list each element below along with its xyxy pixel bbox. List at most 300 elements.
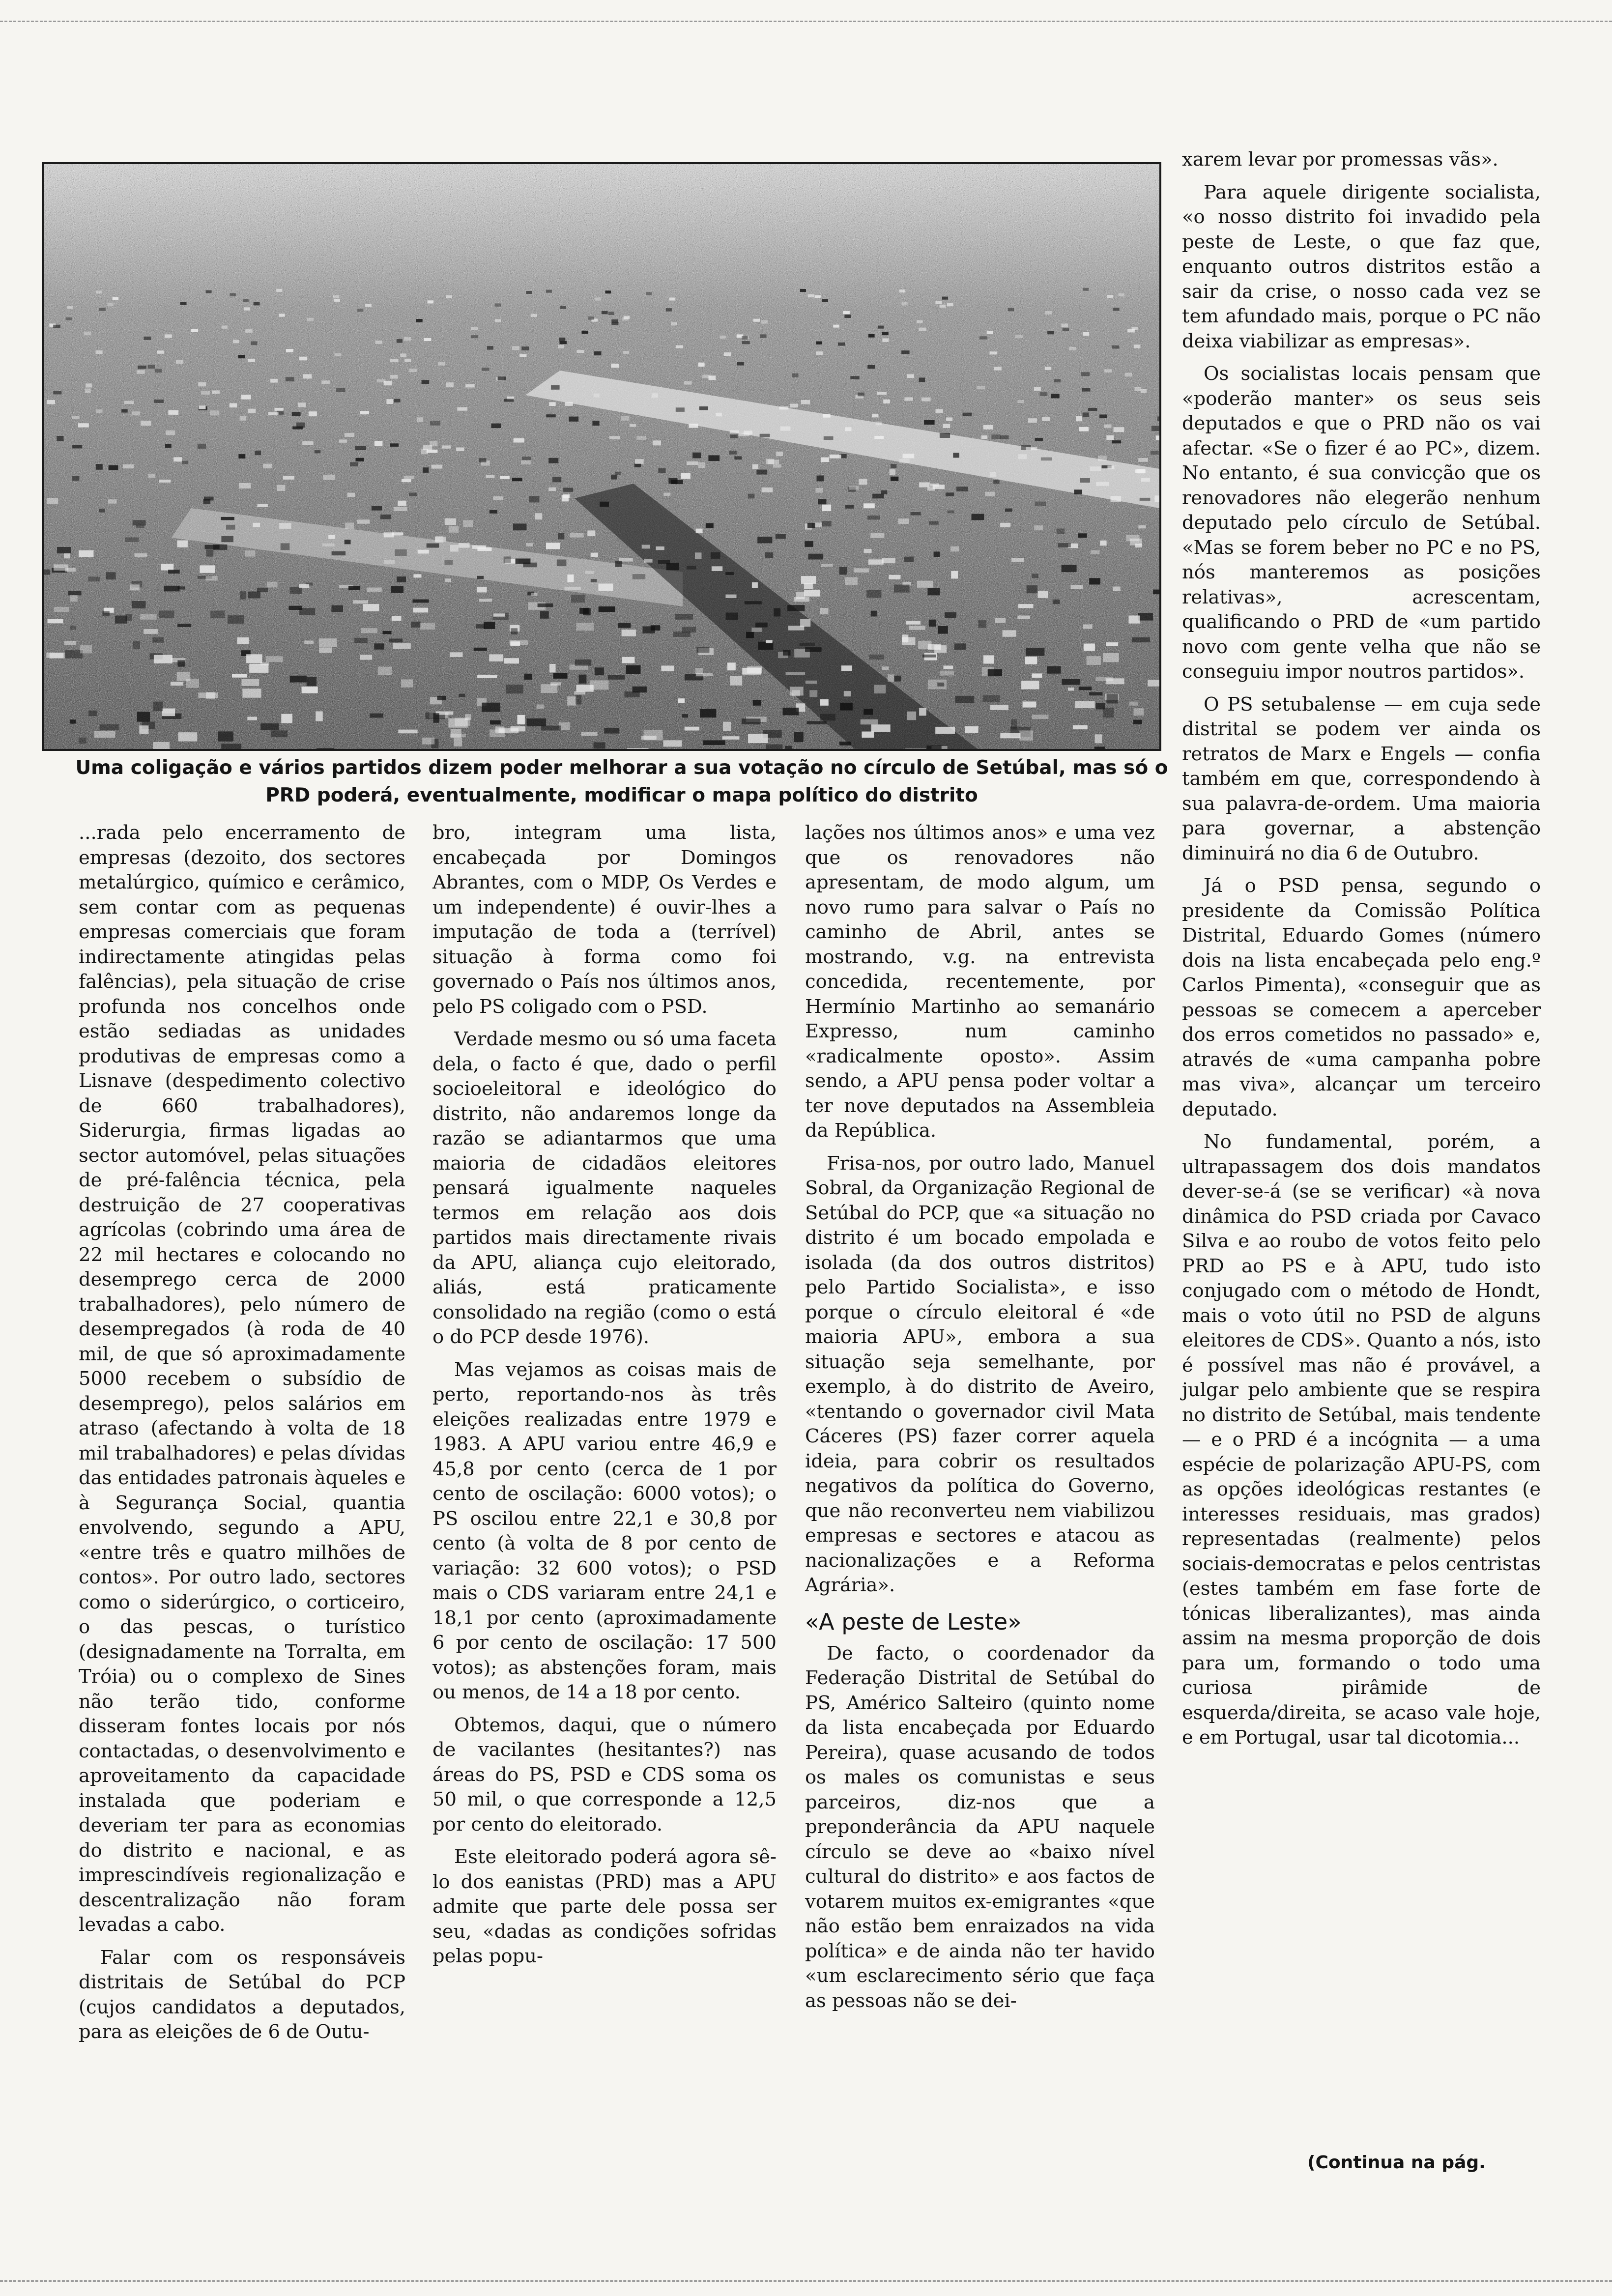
photo-block — [422, 738, 434, 745]
photo-block — [626, 665, 641, 674]
photo-block — [576, 695, 581, 705]
photo-block — [644, 559, 653, 563]
photo-block — [1141, 389, 1147, 393]
photo-block — [420, 623, 435, 630]
photo-block — [804, 583, 813, 589]
photo-block — [99, 509, 105, 513]
paragraph: Mas vejamos as coisas mais de perto, reportando-nos às três eleições realizadas entre 1979 e 1983. A APU variou entre 46,9 e 45,8 por cento (cerca de 1 por cento de oscilação: 6000 votos); o PS oscilou entre 22,1 e 30,8 por cento (à volta de 8 por cento de variação: 32 600 votos); o PSD mais o CDS variaram entre 24,1 e 18,1 por cento (aproximadamente 6 por cento de oscilação: 17 500 votos); as abstenções foram, mais ou menos, de 14 a 18 por cento. — [432, 1358, 777, 1703]
photo-block — [814, 295, 820, 298]
photo-block — [182, 461, 188, 464]
photo-block — [983, 695, 1000, 702]
photo-block — [84, 332, 91, 336]
photo-block — [1074, 489, 1082, 494]
photo-block — [838, 343, 845, 346]
photo-block — [891, 477, 898, 481]
photo-block — [698, 462, 706, 468]
photo-block — [766, 640, 773, 643]
photo-block — [309, 411, 317, 416]
photo-block — [751, 628, 762, 632]
photo-block — [644, 730, 663, 740]
photo-block — [186, 679, 199, 688]
photo-block — [742, 336, 748, 340]
photo-block — [1094, 746, 1105, 749]
photo-block — [801, 400, 810, 404]
photo-block — [268, 412, 279, 415]
photo-block — [1076, 416, 1082, 421]
photo-block — [1075, 701, 1094, 708]
photo-block — [666, 308, 672, 312]
photo-block — [79, 738, 86, 744]
photo-block — [643, 626, 655, 633]
photo-block — [413, 608, 428, 613]
photo-block — [868, 559, 884, 565]
photo-block — [1068, 688, 1074, 690]
photo-block — [906, 621, 921, 625]
photo-block — [400, 353, 406, 357]
photo-block — [599, 606, 615, 612]
photo-block — [319, 638, 337, 647]
photo-block — [1126, 535, 1139, 541]
photo-block — [531, 314, 537, 317]
photo-block — [729, 451, 737, 455]
photo-block — [712, 566, 722, 571]
photo-block — [1083, 412, 1089, 417]
photo-block — [248, 409, 256, 413]
photo-block — [808, 294, 814, 297]
photo-block — [251, 342, 258, 345]
paragraph: bro, integram uma lista, encabeçada por Domingos Abrantes, com o MDP, Os Verdes e um independente) é ouvir-lhes a imputação de toda a (terrível) situação à forma como foi governado o País nos últimos anos, pelo PS coligado com o PSD. — [432, 822, 777, 1018]
photo-block — [401, 679, 413, 687]
photo-block — [946, 417, 952, 421]
photo-block — [319, 647, 332, 653]
photo-block — [164, 586, 180, 592]
photo-block — [518, 715, 525, 724]
photo-block — [899, 459, 910, 463]
photo-block — [53, 325, 60, 328]
photo-block — [989, 351, 997, 354]
photo-block — [753, 700, 761, 706]
photo-block — [433, 713, 439, 722]
photo-block — [241, 679, 259, 686]
photo-block — [746, 632, 754, 638]
paragraph: Já o PSD pensa, segundo o presidente da Comissão Política Distrital, Eduardo Gomes (número dois na lista encabeçada pelo eng.º Carlos Pimenta), «conseguir que as pessoas se comecem a aperceber dos erros cometidos no passado» e, através de «uma campanha pobre mas viva», alcançar um terceiro deputado. — [1182, 875, 1541, 1120]
photo-block — [981, 435, 988, 439]
photo-block — [930, 484, 939, 487]
photo-block — [734, 456, 742, 459]
photo-block — [742, 718, 761, 724]
photo-block — [551, 385, 560, 390]
photo-block — [80, 645, 92, 653]
photo-block — [57, 547, 71, 553]
photo-block — [864, 503, 875, 508]
photo-block — [696, 529, 703, 533]
photo-block — [692, 453, 701, 459]
photo-block — [394, 507, 407, 512]
paragraph: O PS setubalense — em cuja sede distrital se podem ver ainda os retratos de Marx e Engels — confia também em que, correspondendo à sua palavra-de-ordem. Uma maioria para governar, a abstenção diminuirá no dia 6 de Outubro. — [1182, 693, 1541, 864]
photo-block — [805, 647, 822, 652]
aerial-photo-graphic — [44, 164, 1159, 749]
photo-block — [1062, 679, 1081, 685]
photo-block — [571, 595, 585, 603]
photo-block — [423, 445, 432, 450]
photo-block — [546, 290, 552, 293]
photo-block — [1023, 701, 1036, 707]
photo-block — [623, 351, 630, 354]
photo-block — [744, 430, 752, 434]
photo-block — [115, 616, 127, 624]
photo-block — [621, 416, 629, 421]
photo-block — [774, 608, 780, 617]
photo-block — [823, 414, 830, 418]
photo-block — [191, 329, 198, 332]
photo-block — [286, 349, 293, 352]
photo-block — [783, 708, 799, 716]
photo-block — [594, 351, 602, 355]
photo-block — [138, 366, 146, 369]
photo-block — [876, 422, 882, 426]
photo-block — [241, 395, 251, 400]
photo-block — [106, 572, 116, 579]
photo-block — [800, 643, 815, 646]
photo-block — [929, 620, 936, 627]
photo-block — [85, 389, 91, 393]
photo-block — [99, 308, 106, 311]
photo-block — [917, 320, 923, 323]
photo-block — [96, 464, 103, 470]
photo-block — [703, 740, 725, 745]
photo-block — [1018, 454, 1027, 459]
photo-block — [237, 637, 249, 644]
photo-block — [412, 600, 429, 603]
photo-block — [642, 545, 650, 549]
photo-block — [144, 629, 158, 634]
photo-block — [725, 595, 736, 598]
photo-block — [804, 590, 820, 597]
photo-block — [1079, 427, 1089, 431]
photo-block — [988, 669, 1002, 677]
photo-block — [867, 365, 875, 369]
photo-block — [730, 676, 742, 686]
photo-block — [141, 421, 151, 426]
photo-block — [372, 506, 382, 511]
photo-block — [276, 289, 282, 292]
photo-block — [537, 705, 545, 709]
aerial-photo — [42, 162, 1161, 751]
photo-block — [1128, 616, 1140, 624]
photo-block — [198, 382, 206, 387]
photo-block — [1061, 324, 1068, 327]
photo-block — [68, 591, 82, 596]
photo-block — [1089, 692, 1102, 695]
photo-block — [495, 726, 505, 733]
photo-block — [1017, 400, 1024, 403]
photo-block — [232, 674, 247, 678]
photo-block — [809, 690, 817, 697]
photo-block — [748, 494, 755, 499]
photo-block — [611, 319, 618, 322]
photo-block — [569, 417, 578, 422]
photo-block — [526, 543, 533, 546]
photo-block — [681, 473, 691, 479]
photo-block — [1107, 465, 1114, 469]
photo-block — [201, 391, 210, 395]
photo-block — [511, 726, 525, 732]
photo-block — [529, 496, 539, 502]
photo-block — [281, 543, 290, 550]
photo-block — [230, 403, 237, 408]
photo-block — [587, 530, 595, 536]
photo-block — [489, 654, 503, 661]
photo-block — [521, 460, 531, 464]
photo-block — [943, 424, 950, 429]
photo-block — [1026, 447, 1037, 451]
photo-block — [96, 290, 102, 293]
photo-block — [132, 411, 140, 415]
photo-block — [1083, 625, 1093, 629]
photo-block — [1125, 373, 1132, 377]
photo-block — [70, 626, 76, 630]
photo-block — [390, 375, 398, 379]
photo-block — [254, 302, 260, 306]
photo-block — [671, 322, 677, 326]
paragraph: Verdade mesmo ou só uma faceta dela, o facto é que, dado o perfil socioeleitoral e ideológico do distrito, não andaremos longe da razão se adiantarmos que uma maioria de cidadãos eleitores pensará igualmente naqueles termos em relação aos dois partidos mais directamente rivais da APU, aliança cujo eleitorado, aliás, está praticamente consolidado na região (como o está o do PCP desde 1976). — [432, 1028, 777, 1348]
photo-block — [592, 421, 599, 426]
photo-block — [1104, 369, 1112, 373]
photo-block — [422, 380, 430, 384]
photo-block — [1089, 578, 1100, 584]
photo-block — [1034, 387, 1041, 391]
photo-block — [423, 467, 429, 473]
photo-block — [663, 493, 670, 496]
photo-block — [148, 365, 155, 369]
photo-block — [821, 564, 833, 567]
photo-block — [1027, 585, 1037, 593]
photo-block — [57, 436, 63, 441]
photo-block — [780, 427, 791, 431]
photo-block — [96, 350, 103, 354]
photo-block — [766, 459, 774, 464]
photo-block — [611, 475, 617, 480]
photo-block — [742, 668, 761, 675]
photo-block — [279, 314, 285, 316]
photo-block — [633, 574, 645, 579]
photo-block — [242, 689, 261, 697]
photo-block — [870, 533, 884, 538]
photo-block — [88, 711, 97, 716]
photo-block — [737, 362, 744, 366]
photo-block — [935, 301, 942, 304]
photo-block — [696, 673, 713, 676]
photo-block — [685, 727, 699, 731]
photo-block — [708, 455, 720, 461]
photo-block — [210, 410, 219, 415]
photo-block — [255, 451, 261, 455]
photo-block — [65, 650, 83, 659]
photo-block — [257, 588, 268, 592]
photo-block — [1083, 332, 1089, 336]
photo-block — [402, 479, 411, 483]
photo-block — [86, 383, 92, 387]
photo-block — [1035, 438, 1043, 441]
photo-block — [927, 746, 942, 749]
photo-block — [315, 450, 320, 453]
photo-block — [78, 423, 89, 427]
photo-block — [432, 465, 443, 469]
photo-block — [752, 464, 758, 469]
photo-block — [841, 665, 852, 671]
photo-block — [1003, 630, 1016, 637]
photo-block — [404, 476, 414, 479]
photo-block — [298, 402, 306, 407]
photo-block — [882, 558, 895, 563]
photo-block — [745, 601, 762, 604]
photo-block — [755, 623, 768, 628]
photo-block — [445, 518, 456, 525]
photo-block — [367, 588, 382, 592]
photo-block — [687, 461, 698, 465]
photo-block — [1071, 585, 1083, 589]
photo-block — [445, 578, 451, 582]
photo-block — [53, 391, 61, 395]
photo-block — [864, 709, 873, 715]
paragraph: No fundamental, porém, a ultrapassagem dos dois mandatos dever-se-á (se se verificar) «à nova dinâmica do PSD criada por Cavaco Silva e ao roubo de votos feito pelo PRD ao PS e à APU, tudo isto conjugado com o método de Hondt, mais o voto útil no PSD de alguns eleitores de CDS». Quanto a nós, isto é possível mas não é provável, a julgar pelo ambiente que se respira no distrito de Setúbal, mais tendente — e o PRD é a incógnita — a uma espécie de polarização APU-PS, com as opções ideológicas restantes (e interesses residuais, mas grados) representadas (realmente) pelos sociais-democratas e pelos centristas (estes também em fase forte de tónicas liberalizantes), mas ainda assim na mesma proporção de dois para um, formando o todo uma curiosa pirâmide de esquerda/direita, se acaso vale hoje, e em Portugal, usar tal dicotomia... — [1182, 1131, 1541, 1749]
photo-block — [304, 640, 314, 644]
photo-block — [299, 357, 307, 361]
photo-block — [1151, 451, 1159, 455]
photo-block — [890, 469, 895, 475]
photo-block — [546, 543, 560, 549]
photo-block — [972, 514, 984, 520]
photo-block — [177, 541, 188, 547]
photo-block — [608, 312, 614, 315]
photo-block — [171, 682, 183, 686]
photo-block — [790, 687, 804, 695]
photo-block — [591, 553, 598, 557]
photo-block — [177, 660, 185, 667]
photo-block — [993, 480, 1000, 484]
photo-block — [1026, 648, 1044, 656]
photo-block — [139, 725, 148, 734]
photo-block — [1104, 425, 1112, 428]
paragraph: xarem levar por promessas vãs». — [1182, 148, 1498, 171]
photo-block — [238, 454, 245, 459]
photo-block — [333, 295, 340, 298]
photo-block — [611, 364, 619, 368]
photo-block — [153, 742, 170, 749]
photo-block — [820, 608, 829, 614]
photo-block — [370, 714, 383, 718]
photo-block — [609, 436, 620, 439]
photo-block — [558, 345, 564, 348]
photo-block — [88, 576, 100, 581]
photo-block — [292, 412, 301, 416]
photo-block — [742, 341, 750, 344]
photo-block — [891, 464, 896, 468]
photo-block — [954, 643, 966, 650]
photo-block — [454, 738, 462, 746]
photo-block — [1084, 644, 1095, 651]
photo-block — [919, 328, 926, 331]
photo-block — [459, 694, 465, 697]
photo-block — [965, 726, 978, 733]
photo-block — [389, 638, 403, 642]
photo-block — [353, 600, 368, 603]
photo-block — [595, 297, 601, 300]
photo-block — [307, 318, 314, 321]
photo-block — [125, 537, 139, 542]
scan-edge-bottom — [0, 2280, 1612, 2282]
photo-block — [917, 581, 933, 588]
photo-block — [357, 519, 370, 524]
photo-block — [1111, 496, 1122, 502]
photo-block — [805, 541, 813, 547]
photo-block — [360, 655, 372, 660]
paragraph: Este eleitorado poderá agora sê-lo dos eanistas (PRD) mas a APU admite que parte dele possa ser seu, «dadas as condições sofridas pelas popu- — [432, 1846, 777, 1967]
photo-block — [840, 703, 853, 711]
photo-block — [947, 303, 953, 306]
photo-block — [888, 674, 894, 682]
photo-block — [472, 545, 486, 549]
photo-block — [350, 462, 358, 466]
photo-block — [565, 402, 573, 406]
photo-block — [1098, 456, 1107, 461]
photo-block — [482, 703, 500, 712]
photo-block — [94, 731, 115, 738]
photo-block — [899, 289, 905, 292]
photo-block — [165, 444, 172, 448]
photo-block — [124, 401, 134, 404]
photo-block — [247, 717, 257, 720]
photo-block — [336, 388, 345, 392]
photo-block — [72, 416, 80, 419]
photo-block — [1079, 687, 1092, 690]
photo-block — [1017, 616, 1030, 619]
photo-block — [519, 354, 527, 357]
photo-block — [1151, 426, 1159, 431]
photo-block — [445, 560, 453, 565]
photo-block — [345, 540, 351, 544]
photo-block — [927, 487, 935, 490]
photo-block — [230, 293, 236, 296]
photo-block — [877, 392, 887, 395]
photo-block — [889, 575, 900, 579]
photo-block — [161, 564, 173, 570]
photo-block — [495, 303, 501, 306]
photo-block — [495, 319, 501, 322]
photo-block — [1073, 725, 1088, 730]
scan-edge-top — [0, 21, 1612, 22]
photo-block — [328, 535, 335, 539]
photo-block — [48, 619, 63, 623]
photo-block — [807, 523, 815, 528]
photo-block — [157, 350, 164, 354]
photo-block — [1032, 673, 1042, 678]
photo-block — [1034, 525, 1043, 530]
column-1 — [79, 821, 405, 2053]
photo-block — [541, 684, 557, 693]
photo-block — [796, 592, 805, 599]
photo-block — [1015, 335, 1023, 338]
photo-block — [123, 464, 134, 468]
photo-block — [1133, 720, 1142, 724]
photo-block — [956, 487, 968, 491]
photo-block — [845, 505, 854, 509]
photo-block — [1011, 558, 1024, 562]
photo-block — [511, 628, 518, 634]
photo-block — [576, 623, 594, 631]
photo-block — [1062, 565, 1077, 572]
photo-block — [148, 474, 155, 478]
